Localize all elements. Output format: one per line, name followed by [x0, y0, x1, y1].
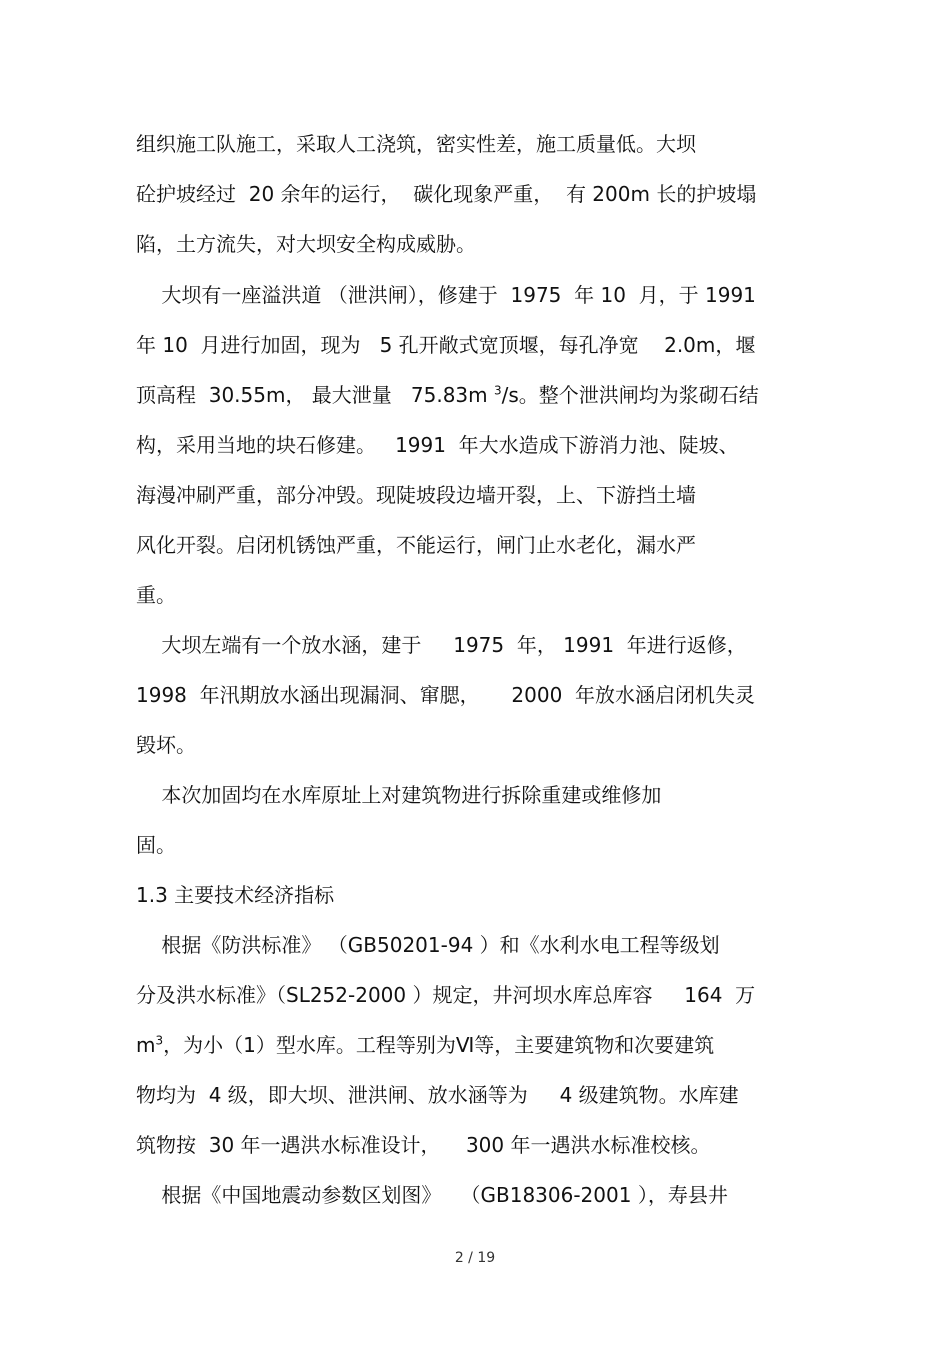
text-line: 大坝有一座溢洪道 （泄洪闸），修建于 1975 年 10 月，于 1991: [136, 283, 756, 307]
text-line: 毁坏。: [136, 733, 196, 757]
text-line: 大坝左端有一个放水涵，建于 1975 年， 1991 年进行返修，: [136, 633, 747, 657]
text-line: 根据《防洪标准》 （GB50201-94 ）和《水利水电工程等级划: [136, 933, 720, 957]
text-line: 本次加固均在水库原址上对建筑物进行拆除重建或维修加: [136, 783, 662, 807]
text-line: 海漫冲刷严重，部分冲毁。现陡坡段边墙开裂，上、下游挡土墙: [136, 483, 696, 507]
section-heading: 1.3 主要技术经济指标: [136, 883, 335, 907]
text-line: 物均为 4 级，即大坝、泄洪闸、放水涵等为 4 级建筑物。水库建: [136, 1083, 739, 1107]
text-line: 陷，土方流失，对大坝安全构成威胁。: [136, 232, 476, 256]
text-line: 构，采用当地的块石修建。 1991 年大水造成下游消力池、陡坡、: [136, 433, 739, 457]
text-line: 重。: [136, 583, 176, 607]
superscript: 3: [493, 383, 502, 398]
text-line: 根据《中国地震动参数区划图》 （GB18306-2001 ），寿县井: [136, 1183, 728, 1207]
text-segment: ，为小（1）型水库。工程等别为Ⅵ等，主要建筑物和次要建筑: [163, 1033, 715, 1057]
text-line: 分及洪水标准》（SL252-2000 ）规定，井河坝水库总库容 164 万: [136, 983, 756, 1007]
text-line: 砼护坡经过 20 余年的运行， 碳化现象严重， 有 200m 长的护坡塌: [136, 182, 757, 206]
text-segment: 顶高程 30.55m， 最大泄量 75.83m: [136, 383, 494, 407]
text-line: 组织施工队施工，采取人工浇筑，密实性差，施工质量低。大坝: [136, 132, 696, 156]
text-line: [136, 1032, 714, 1058]
text-segment: m: [136, 1033, 156, 1057]
superscript: 3: [155, 1033, 164, 1048]
text-line: 年 10 月进行加固，现为 5 孔开敞式宽顶堰，每孔净宽 2.0m，堰: [136, 333, 756, 357]
page-number: 2 / 19: [454, 1250, 496, 1266]
text-line: [136, 382, 759, 408]
text-line: 固。: [136, 833, 176, 857]
text-line: 风化开裂。启闭机锈蚀严重，不能运行，闸门止水老化，漏水严: [136, 533, 696, 557]
text-line: 1998 年汛期放水涵出现漏洞、窜腮， 2000 年放水涵启闭机失灵: [136, 683, 756, 707]
text-segment: /s。整个泄洪闸均为浆砌石结: [501, 383, 759, 407]
text-line: 筑物按 30 年一遇洪水标准设计， 300 年一遇洪水标准校核。: [136, 1133, 711, 1157]
